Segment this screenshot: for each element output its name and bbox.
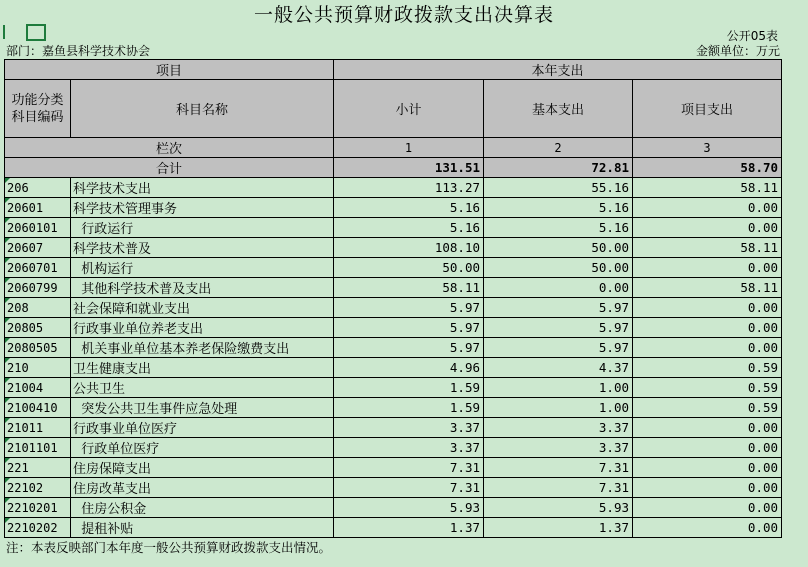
row-code[interactable]: 20607	[5, 238, 71, 258]
header-basic: 基本支出	[484, 80, 633, 138]
row-code[interactable]: 20805	[5, 318, 71, 338]
table-row	[5, 338, 782, 358]
table-row	[5, 258, 782, 278]
total-project[interactable]: 58.70	[633, 158, 782, 178]
row-basic[interactable]: 5.16	[484, 218, 633, 238]
row-name[interactable]: 机构运行	[71, 258, 334, 278]
table-row	[5, 238, 782, 258]
row-code[interactable]: 2210202	[5, 518, 71, 538]
row-code[interactable]: 2100410	[5, 398, 71, 418]
row-basic[interactable]: 4.37	[484, 358, 633, 378]
row-project[interactable]: 0.00	[633, 478, 782, 498]
row-basic[interactable]: 5.93	[484, 498, 633, 518]
row-subtotal[interactable]: 113.27	[334, 178, 484, 198]
row-code[interactable]: 206	[5, 178, 71, 198]
table-row	[5, 298, 782, 318]
row-project[interactable]: 58.11	[633, 178, 782, 198]
col-index-1: 1	[334, 138, 484, 158]
row-subtotal[interactable]: 1.37	[334, 518, 484, 538]
table-row	[5, 418, 782, 438]
row-name[interactable]: 社会保障和就业支出	[71, 298, 334, 318]
row-project[interactable]: 0.59	[633, 398, 782, 418]
row-subtotal[interactable]: 7.31	[334, 478, 484, 498]
row-basic[interactable]: 3.37	[484, 438, 633, 458]
row-name[interactable]: 科学技术支出	[71, 178, 334, 198]
row-subtotal[interactable]: 1.59	[334, 398, 484, 418]
table-row	[5, 398, 782, 418]
row-subtotal[interactable]: 50.00	[334, 258, 484, 278]
header-func-code: 功能分类科目编码	[5, 80, 71, 138]
row-name[interactable]: 公共卫生	[71, 378, 334, 398]
row-basic[interactable]: 50.00	[484, 258, 633, 278]
row-code[interactable]: 2080505	[5, 338, 71, 358]
row-project[interactable]: 0.00	[633, 438, 782, 458]
header-subject-name: 科目名称	[71, 80, 334, 138]
row-basic[interactable]: 7.31	[484, 478, 633, 498]
total-basic[interactable]: 72.81	[484, 158, 633, 178]
total-label: 合计	[5, 158, 334, 178]
row-project[interactable]: 0.00	[633, 198, 782, 218]
row-subtotal[interactable]: 108.10	[334, 238, 484, 258]
footnote: 注：本表反映部门本年度一般公共预算财政拨款支出情况。	[6, 540, 332, 555]
row-handle	[3, 25, 5, 39]
row-subtotal[interactable]: 58.11	[334, 278, 484, 298]
table-row	[5, 218, 782, 238]
row-name[interactable]: 住房公积金	[71, 498, 334, 518]
row-basic[interactable]: 3.37	[484, 418, 633, 438]
row-code[interactable]: 2210201	[5, 498, 71, 518]
amount-unit-label: 金额单位：万元	[695, 44, 780, 58]
department-label: 部门：嘉鱼县科学技术协会	[6, 44, 151, 58]
table-row	[5, 358, 782, 378]
row-name[interactable]: 提租补贴	[71, 518, 334, 538]
row-code[interactable]: 2060701	[5, 258, 71, 278]
row-project[interactable]: 0.00	[633, 498, 782, 518]
table-row	[5, 318, 782, 338]
row-code[interactable]: 221	[5, 458, 71, 478]
row-subtotal[interactable]: 5.16	[334, 218, 484, 238]
col-index-3: 3	[633, 138, 782, 158]
row-code[interactable]: 210	[5, 358, 71, 378]
table-row	[5, 178, 782, 198]
row-name[interactable]: 行政运行	[71, 218, 334, 238]
table-row	[5, 518, 782, 538]
table-row	[5, 458, 782, 478]
row-project[interactable]: 0.00	[633, 518, 782, 538]
row-project[interactable]: 0.00	[633, 338, 782, 358]
row-basic[interactable]: 50.00	[484, 238, 633, 258]
row-project[interactable]: 0.59	[633, 358, 782, 378]
row-basic[interactable]: 55.16	[484, 178, 633, 198]
row-project[interactable]: 0.00	[633, 298, 782, 318]
header-current-year: 本年支出	[334, 60, 782, 80]
row-subtotal[interactable]: 3.37	[334, 418, 484, 438]
row-basic[interactable]: 0.00	[484, 278, 633, 298]
row-basic[interactable]: 5.16	[484, 198, 633, 218]
row-name[interactable]: 机关事业单位基本养老保险缴费支出	[71, 338, 334, 358]
row-project[interactable]: 0.59	[633, 378, 782, 398]
row-code[interactable]: 2101101	[5, 438, 71, 458]
total-row	[5, 158, 782, 178]
row-code[interactable]: 2060799	[5, 278, 71, 298]
row-name[interactable]: 其他科学技术普及支出	[71, 278, 334, 298]
row-subtotal[interactable]: 5.97	[334, 338, 484, 358]
row-code[interactable]: 21011	[5, 418, 71, 438]
report-title: 一般公共预算财政拨款支出决算表	[253, 4, 554, 26]
row-name[interactable]: 住房保障支出	[71, 458, 334, 478]
selected-cell[interactable]	[26, 24, 46, 41]
row-subtotal[interactable]: 5.97	[334, 298, 484, 318]
row-project[interactable]: 58.11	[633, 238, 782, 258]
row-name[interactable]: 住房改革支出	[71, 478, 334, 498]
row-project[interactable]: 0.00	[633, 418, 782, 438]
row-subtotal[interactable]: 3.37	[334, 438, 484, 458]
row-name[interactable]: 行政事业单位医疗	[71, 418, 334, 438]
row-code[interactable]: 22102	[5, 478, 71, 498]
expenditure-table	[4, 59, 782, 538]
row-subtotal[interactable]: 5.93	[334, 498, 484, 518]
row-project[interactable]: 0.00	[633, 458, 782, 478]
table-row	[5, 278, 782, 298]
total-subtotal[interactable]: 131.51	[334, 158, 484, 178]
table-row	[5, 378, 782, 398]
row-name[interactable]: 突发公共卫生事件应急处理	[71, 398, 334, 418]
row-code[interactable]: 208	[5, 298, 71, 318]
header-project-exp: 项目支出	[633, 80, 782, 138]
col-index-2: 2	[484, 138, 633, 158]
row-name[interactable]: 行政单位医疗	[71, 438, 334, 458]
row-name[interactable]: 行政事业单位养老支出	[71, 318, 334, 338]
row-subtotal[interactable]: 4.96	[334, 358, 484, 378]
row-code[interactable]: 20601	[5, 198, 71, 218]
table-row	[5, 198, 782, 218]
header-column-no: 栏次	[5, 138, 334, 158]
table-row	[5, 498, 782, 518]
row-basic[interactable]: 7.31	[484, 458, 633, 478]
row-basic[interactable]: 1.00	[484, 398, 633, 418]
row-name[interactable]: 卫生健康支出	[71, 358, 334, 378]
row-subtotal[interactable]: 5.97	[334, 318, 484, 338]
row-basic[interactable]: 5.97	[484, 338, 633, 358]
row-code[interactable]: 2060101	[5, 218, 71, 238]
row-project[interactable]: 0.00	[633, 318, 782, 338]
row-subtotal[interactable]: 5.16	[334, 198, 484, 218]
form-number: 公开05表	[726, 29, 778, 43]
header-project: 项目	[5, 60, 334, 80]
row-basic[interactable]: 1.37	[484, 518, 633, 538]
header-subtotal: 小计	[334, 80, 484, 138]
row-subtotal[interactable]: 7.31	[334, 458, 484, 478]
row-project[interactable]: 58.11	[633, 278, 782, 298]
row-name[interactable]: 科学技术普及	[71, 238, 334, 258]
table-row	[5, 478, 782, 498]
table-row	[5, 438, 782, 458]
row-subtotal[interactable]: 1.59	[334, 378, 484, 398]
row-name[interactable]: 科学技术管理事务	[71, 198, 334, 218]
row-basic[interactable]: 5.97	[484, 318, 633, 338]
row-basic[interactable]: 5.97	[484, 298, 633, 318]
row-project[interactable]: 0.00	[633, 258, 782, 278]
row-code[interactable]: 21004	[5, 378, 71, 398]
row-basic[interactable]: 1.00	[484, 378, 633, 398]
row-project[interactable]: 0.00	[633, 218, 782, 238]
